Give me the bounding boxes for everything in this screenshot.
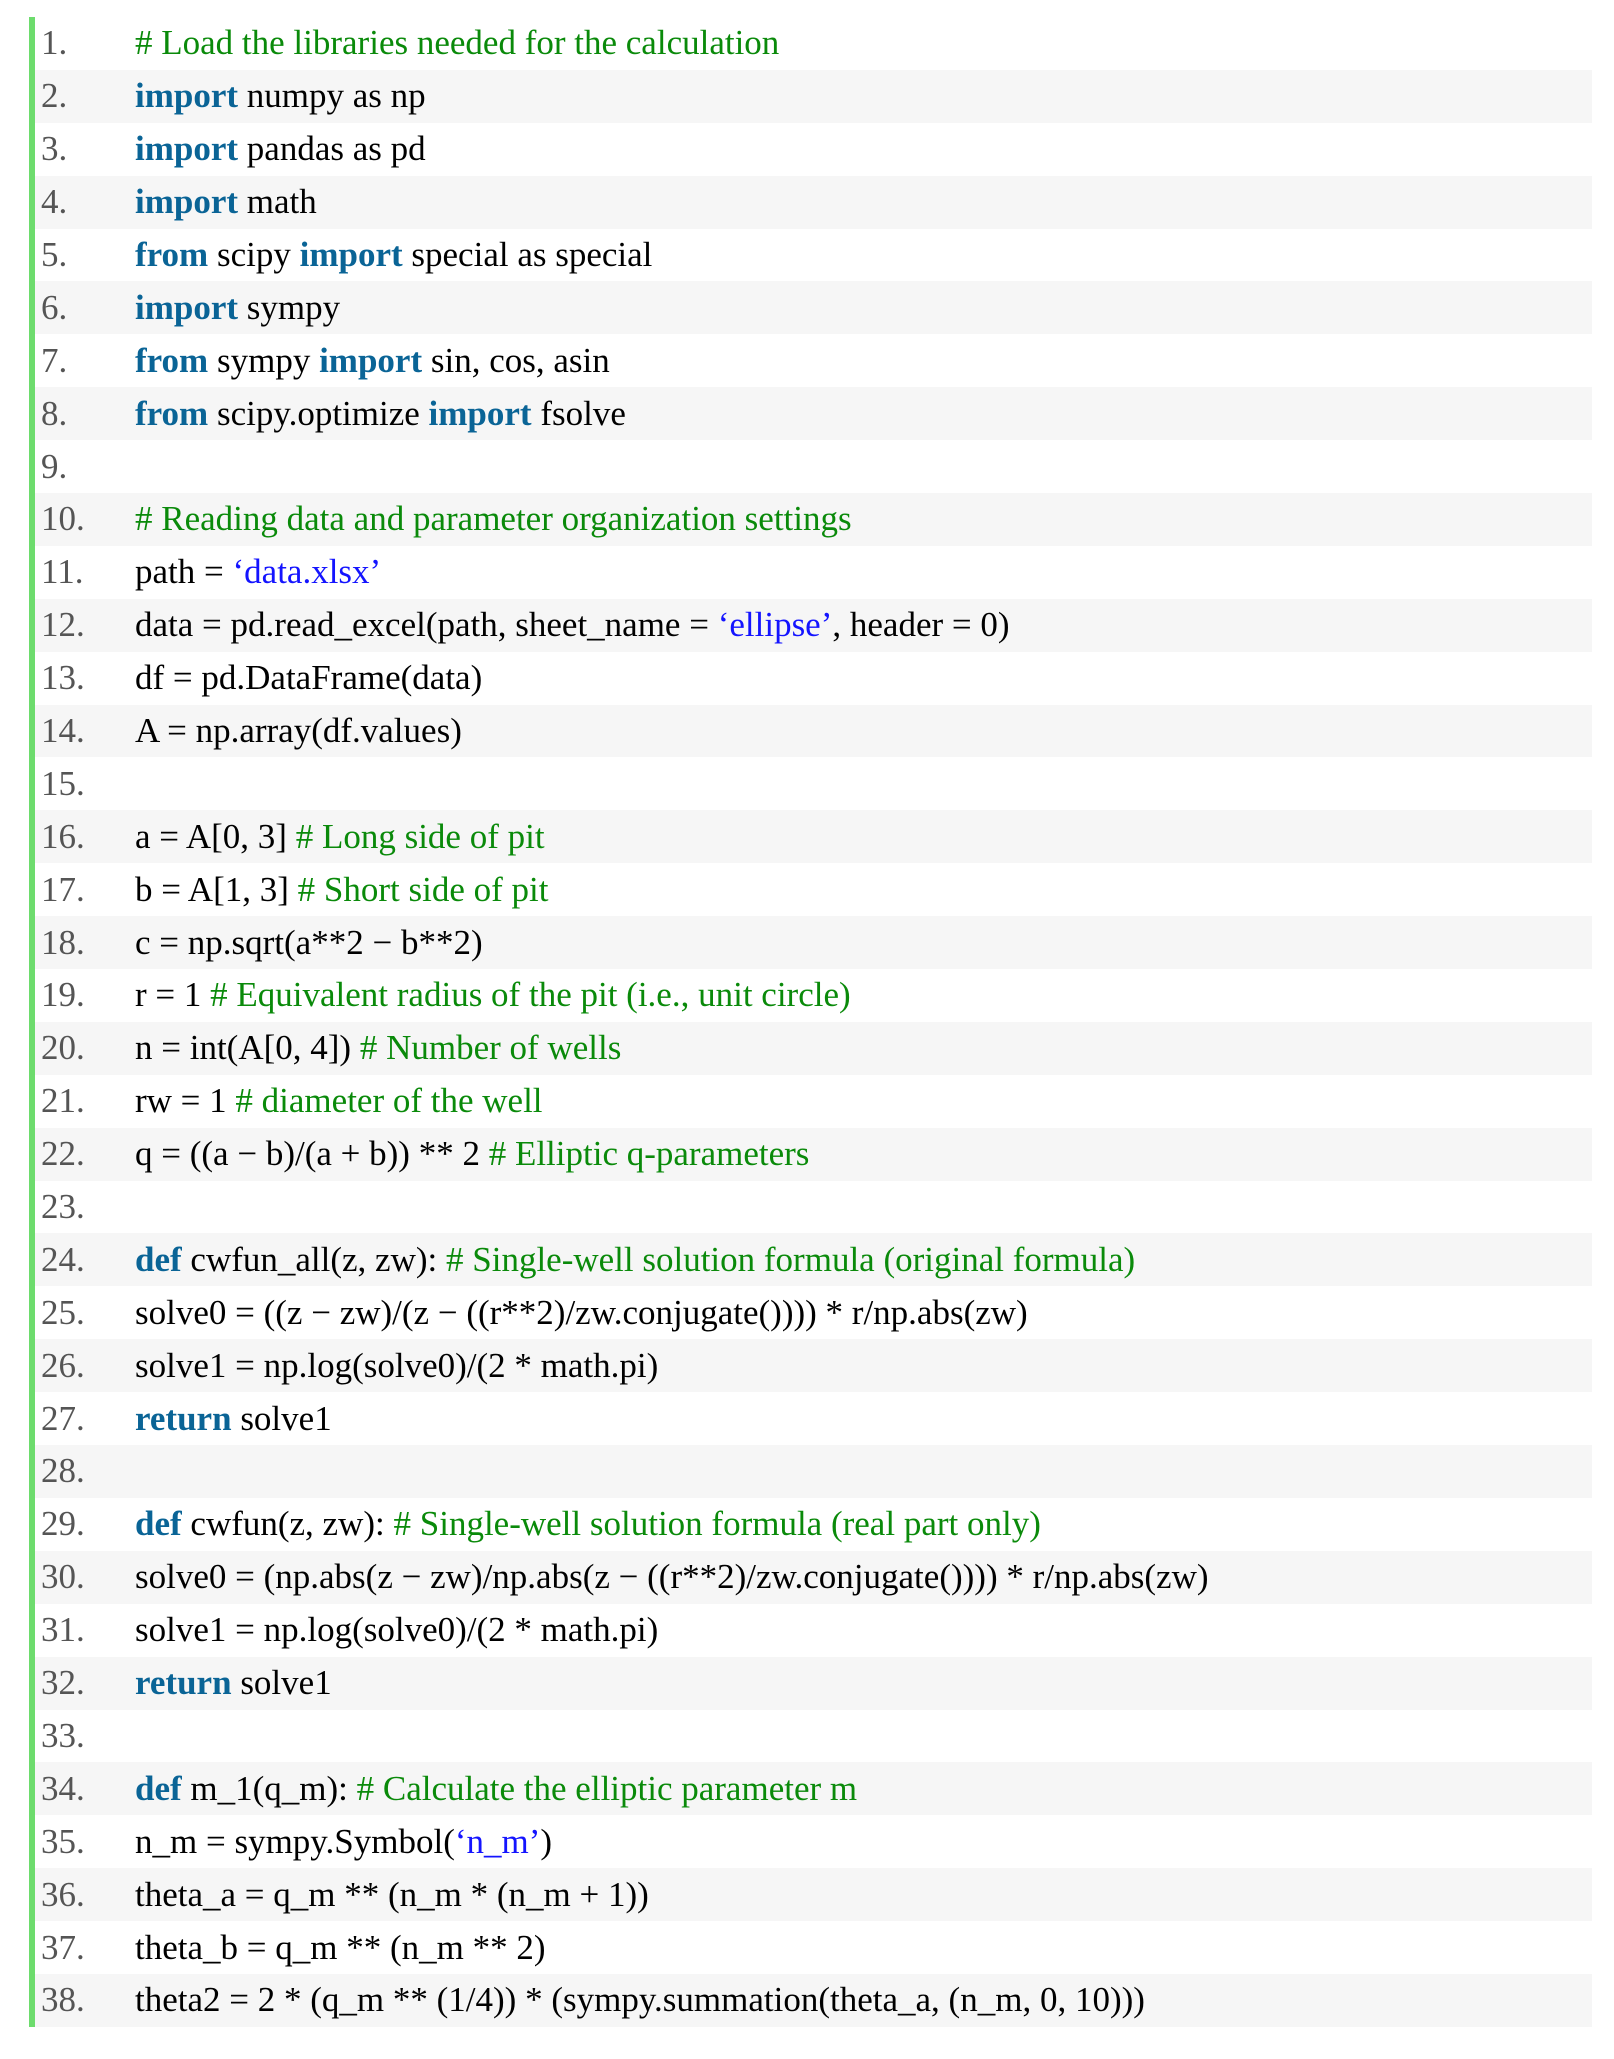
code-line [35, 440, 1592, 493]
code-line [35, 705, 1592, 758]
line-number: 7. [41, 340, 68, 380]
line-number: 30. [41, 1557, 85, 1597]
code-text: cwfun(z, zw): [181, 1504, 394, 1544]
code-line [35, 1604, 1592, 1657]
keyword: from [135, 235, 209, 274]
code-text: solve0 = (np.abs(z − zw)/np.abs(z − ((r**2)/zw.conjugate()))) * r/np.abs(zw) [135, 1557, 1209, 1597]
code-line [35, 17, 1592, 70]
code-line [35, 1762, 1592, 1815]
code-text: pandas as pd [238, 129, 426, 169]
line-number: 3. [41, 129, 68, 169]
code-line [35, 1286, 1592, 1339]
comment: # Single-well solution formula (original formula) [446, 1239, 1136, 1279]
code-text: n = int(A[0, 4]) [135, 1028, 360, 1068]
code-text: A = np.array(df.values) [135, 711, 462, 751]
code-line [35, 1339, 1592, 1392]
code-line [35, 810, 1592, 863]
code-line [35, 493, 1592, 546]
code-text: n_m = sympy.Symbol( [135, 1821, 455, 1861]
code-text: rw = 1 [135, 1081, 236, 1121]
code-line [35, 70, 1592, 123]
code-line [35, 1551, 1592, 1604]
line-number: 18. [41, 922, 85, 962]
keyword: import [135, 129, 239, 169]
code-text: solve1 [231, 1663, 332, 1703]
line-number: 10. [41, 499, 85, 539]
code-line [35, 1657, 1592, 1710]
line-number: 16. [41, 816, 85, 856]
comment: # Long side of pit [295, 816, 545, 856]
line-number: 33. [41, 1715, 85, 1755]
code-line [35, 1233, 1592, 1286]
code-line [35, 546, 1592, 599]
line-number: 25. [41, 1292, 85, 1332]
line-number: 32. [41, 1663, 85, 1703]
comment: # Calculate the elliptic parameter m [356, 1768, 858, 1808]
code-line [35, 1921, 1592, 1974]
comment: # Single-well solution formula (real part only) [393, 1504, 1041, 1544]
comment: # Short side of pit [297, 869, 549, 909]
code-text: scipy.optimize [208, 393, 429, 433]
code-listing [29, 17, 1592, 2027]
code-text: b = A[1, 3] [135, 869, 298, 909]
line-number: 29. [41, 1504, 85, 1544]
code-line [35, 387, 1592, 440]
line-number: 4. [41, 182, 68, 222]
code-line [35, 123, 1592, 176]
line-number: 13. [41, 658, 85, 698]
code-line [35, 1128, 1592, 1181]
keyword: return [135, 1663, 232, 1703]
code-text: numpy as np [238, 76, 426, 116]
code-text: solve1 = np.log(solve0)/(2 * math.pi) [135, 1610, 659, 1650]
line-number: 31. [41, 1610, 85, 1650]
line-number: 38. [41, 1980, 85, 2020]
code-line [35, 1498, 1592, 1551]
keyword: def [135, 1504, 182, 1544]
code-line [35, 176, 1592, 229]
code-line [35, 281, 1592, 334]
keyword: import [299, 235, 403, 274]
code-text: special as special [402, 235, 653, 274]
code-line [35, 1181, 1592, 1234]
keyword: import [135, 182, 239, 222]
code-text: solve0 = ((z − zw)/(z − ((r**2)/zw.conjugate()))) * r/np.abs(zw) [135, 1292, 1028, 1332]
code-text: q = ((a − b)/(a + b)) ** 2 [135, 1134, 489, 1174]
code-line [35, 652, 1592, 705]
code-line [35, 1445, 1592, 1498]
code-line [35, 757, 1592, 810]
code-text: cwfun_all(z, zw): [181, 1239, 446, 1279]
line-number: 24. [41, 1239, 85, 1279]
code-text: theta2 = 2 * (q_m ** (1/4)) * (sympy.summation(theta_a, (n_m, 0, 10))) [135, 1980, 1145, 2020]
keyword: import [319, 340, 423, 380]
code-text: math [238, 182, 317, 222]
line-number: 19. [41, 975, 85, 1015]
code-text: sin, cos, asin [422, 340, 610, 380]
comment: # Load the libraries needed for the calculation [135, 23, 780, 63]
line-number: 35. [41, 1821, 85, 1861]
code-text: theta_b = q_m ** (n_m ** 2) [135, 1927, 546, 1967]
line-number: 6. [41, 287, 68, 327]
line-number: 37. [41, 1927, 85, 1967]
line-number: 11. [41, 552, 84, 592]
code-text: theta_a = q_m ** (n_m * (n_m + 1)) [135, 1874, 649, 1914]
code-text: c = np.sqrt(a**2 − b**2) [135, 922, 483, 962]
keyword: import [428, 393, 532, 433]
line-number: 23. [41, 1187, 85, 1227]
code-line [35, 1974, 1592, 2027]
code-line [35, 1392, 1592, 1445]
string-literal: ‘data.xlsx’ [232, 552, 382, 592]
line-number: 27. [41, 1398, 85, 1438]
line-number: 9. [41, 446, 68, 486]
code-text: solve1 = np.log(solve0)/(2 * math.pi) [135, 1345, 659, 1385]
code-text: sympy [208, 340, 320, 380]
code-text: r = 1 [135, 975, 211, 1015]
line-number: 22. [41, 1134, 85, 1174]
line-number: 28. [41, 1451, 85, 1491]
line-number: 34. [41, 1768, 85, 1808]
keyword: from [135, 393, 209, 433]
line-number: 17. [41, 869, 85, 909]
code-line [35, 1022, 1592, 1075]
comment: # Equivalent radius of the pit (i.e., unit circle) [210, 975, 851, 1015]
keyword: def [135, 1239, 182, 1279]
keyword: import [135, 76, 239, 116]
code-text: , header = 0) [832, 605, 1010, 645]
line-number: 8. [41, 393, 68, 433]
code-line [35, 229, 1592, 282]
code-text: ) [540, 1821, 553, 1861]
code-text: sympy [238, 287, 341, 327]
code-line [35, 599, 1592, 652]
line-number: 14. [41, 711, 85, 751]
string-literal: ‘n_m’ [454, 1821, 541, 1861]
code-line [35, 1868, 1592, 1921]
code-text: scipy [208, 235, 300, 274]
comment: # Number of wells [359, 1028, 622, 1068]
keyword: return [135, 1398, 232, 1438]
line-number: 20. [41, 1028, 85, 1068]
line-number: 26. [41, 1345, 85, 1385]
code-text: m_1(q_m): [181, 1768, 357, 1808]
line-number: 2. [41, 76, 68, 116]
code-line [35, 334, 1592, 387]
code-line [35, 863, 1592, 916]
comment: # Reading data and parameter organization settings [135, 499, 852, 539]
code-line [35, 1075, 1592, 1128]
line-number: 5. [41, 235, 68, 274]
keyword: import [135, 287, 239, 327]
code-text: path = [135, 552, 233, 592]
code-text: data = pd.read_excel(path, sheet_name = [135, 605, 718, 645]
code-line [35, 1710, 1592, 1763]
comment: # diameter of the well [235, 1081, 543, 1121]
code-text: fsolve [531, 393, 626, 433]
comment: # Elliptic q-parameters [488, 1134, 810, 1174]
code-text: df = pd.DataFrame(data) [135, 658, 483, 698]
line-number: 1. [41, 23, 68, 63]
code-text: solve1 [231, 1398, 332, 1438]
code-text: a = A[0, 3] [135, 816, 296, 856]
line-number: 15. [41, 763, 85, 803]
keyword: from [135, 340, 209, 380]
line-number: 21. [41, 1081, 85, 1121]
line-number: 12. [41, 605, 85, 645]
code-line [35, 1815, 1592, 1868]
line-number: 36. [41, 1874, 85, 1914]
code-line [35, 916, 1592, 969]
code-line [35, 969, 1592, 1022]
string-literal: ‘ellipse’ [717, 605, 833, 645]
keyword: def [135, 1768, 182, 1808]
